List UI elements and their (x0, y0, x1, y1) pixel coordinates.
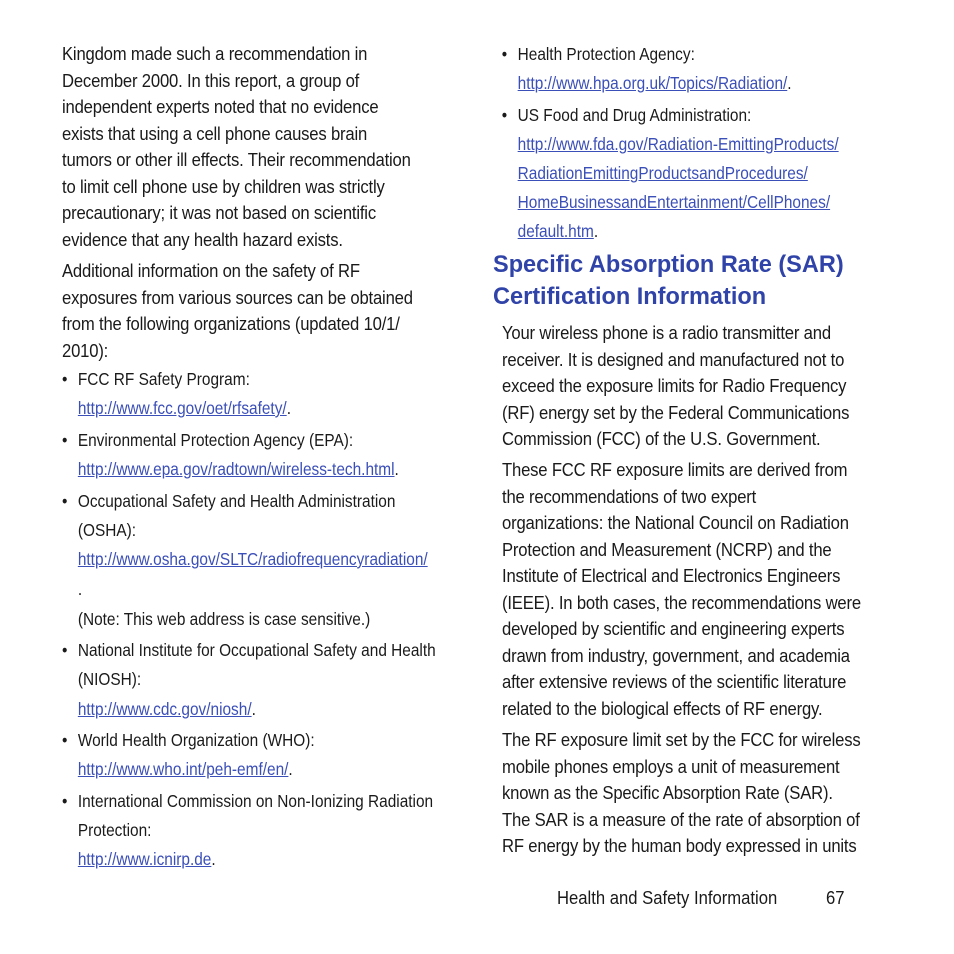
text-line: 2010): (62, 339, 109, 361)
epa-link[interactable]: http://www.epa.gov/radtown/wireless-tech.html (77, 459, 395, 479)
text-line: (RF) energy set by the Federal Communications (502, 401, 850, 423)
bullet-icon: • (501, 105, 508, 125)
fda-link-line-2[interactable]: RadiationEmittingProductsandProcedures/ (517, 163, 808, 183)
text-line: after extensive reviews of the scientific literature (502, 671, 847, 692)
text-line: exists that using a cell phone causes brain (62, 122, 368, 144)
hpa-link[interactable]: http://www.hpa.org.uk/Topics/Radiation/ (517, 73, 788, 93)
text-line: related to the biological effects of RF energy. (502, 697, 823, 719)
text-line: (IEEE). In both cases, the recommendations were (502, 591, 861, 613)
text-line: evidence that any health hazard exists. (62, 228, 343, 250)
text-line: the recommendations of two expert (502, 485, 757, 507)
icnirp-link[interactable]: http://www.icnirp.de (77, 849, 212, 869)
bullet-icon: • (501, 44, 508, 64)
text-line: These FCC RF exposure limits are derived from (502, 459, 848, 480)
text-line: from the following organizations (updated 10/1/ (62, 313, 400, 334)
text-line: precautionary; it was not based on scientific (62, 202, 376, 223)
bullet-icon: • (62, 430, 68, 450)
text-line: Additional information on the safety of RF (62, 260, 360, 281)
fda-link-line-4[interactable]: default.htm (517, 221, 594, 241)
footer-section-title: Health and Safety Information (557, 887, 778, 908)
text-line: developed by scientific and engineering experts (502, 618, 845, 639)
text-line: Kingdom made such a recommendation in (62, 43, 368, 64)
bullet-icon: • (62, 369, 68, 389)
text-line: Protection and Measurement (NCRP) and the (502, 538, 832, 560)
text-line: mobile phones employs a unit of measurement (502, 755, 840, 777)
text-line: organizations: the National Council on Radiation (502, 512, 849, 533)
text-line: Your wireless phone is a radio transmitter and (502, 322, 831, 343)
text-line: December 2000. In this report, a group of (62, 69, 360, 91)
section-heading: Specific Absorption Rate (SAR) (493, 251, 844, 278)
text-line: Commission (FCC) of the U.S. Government. (502, 428, 821, 449)
bullet-icon: • (62, 730, 68, 750)
fcc-link[interactable]: http://www.fcc.gov/oet/rfsafety/ (77, 398, 287, 418)
text-line: The SAR is a measure of the rate of absorption of (502, 808, 860, 830)
text-line: exposures from various sources can be obtained (62, 286, 413, 308)
text-line: receiver. It is designed and manufactured not to (502, 348, 845, 370)
niosh-link[interactable]: http://www.cdc.gov/niosh/ (77, 699, 252, 719)
who-link[interactable]: http://www.who.int/peh-emf/en/ (77, 759, 289, 779)
text-line: exceed the exposure limits for Radio Frequency (502, 375, 847, 396)
text-line: Institute of Electrical and Electronics Engineers (502, 565, 841, 586)
bullet-icon: • (62, 640, 68, 660)
bullet-icon: • (62, 491, 68, 511)
text-line: to limit cell phone use by children was strictly (62, 175, 385, 197)
text-line: known as the Specific Absorption Rate (SAR). (502, 782, 833, 803)
text-line: The RF exposure limit set by the FCC for wireless (502, 729, 861, 750)
section-heading-line-2: Certification Information (493, 283, 767, 310)
text-line: drawn from industry, government, and academia (502, 644, 850, 666)
text-line: independent experts noted that no evidence (62, 96, 379, 117)
bullet-icon: • (62, 791, 68, 811)
text-line: tumors or other ill effects. Their recommendation (62, 149, 411, 170)
osha-link[interactable]: http://www.osha.gov/SLTC/radiofrequencyradiation/ (77, 549, 428, 569)
page-number: 67 (826, 887, 845, 908)
fda-link-line-3[interactable]: HomeBusinessandEntertainment/CellPhones/ (517, 192, 831, 212)
fda-link-line-1[interactable]: http://www.fda.gov/Radiation-EmittingProducts/ (517, 134, 839, 154)
text-line: RF energy by the human body expressed in units (502, 835, 857, 856)
